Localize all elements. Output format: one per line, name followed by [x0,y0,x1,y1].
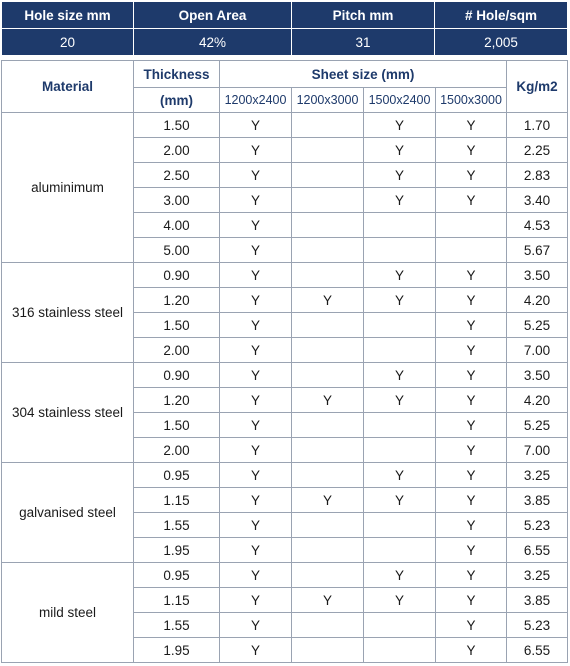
material-cell: 304 stainless steel [2,363,134,463]
weight-cell: 5.67 [507,238,568,263]
thickness-cell: 0.95 [134,563,220,588]
sheet-size-1200x2400: 1200x2400 [220,88,292,113]
thickness-cell: 1.15 [134,488,220,513]
weight-cell: 6.55 [507,638,568,663]
availability-cell: Y [436,163,507,188]
weight-cell: 3.25 [507,463,568,488]
availability-cell: Y [220,338,292,363]
availability-cell: Y [436,288,507,313]
availability-cell: Y [436,363,507,388]
thickness-cell: 1.95 [134,638,220,663]
thickness-cell: 2.00 [134,138,220,163]
weight-cell: 3.40 [507,188,568,213]
availability-cell: Y [220,163,292,188]
availability-cell [292,638,364,663]
weight-cell: 5.23 [507,613,568,638]
availability-cell: Y [436,463,507,488]
availability-cell: Y [220,288,292,313]
availability-cell: Y [220,188,292,213]
availability-cell: Y [436,138,507,163]
availability-cell: Y [364,463,436,488]
thickness-cell: 1.20 [134,288,220,313]
availability-cell: Y [436,513,507,538]
weight-cell: 5.25 [507,413,568,438]
thickness-cell: 0.90 [134,363,220,388]
summary-value-row [2,29,568,56]
weight-cell: 3.85 [507,588,568,613]
availability-cell: Y [220,563,292,588]
weight-cell: 3.25 [507,563,568,588]
availability-cell [364,313,436,338]
table-row [2,463,568,488]
availability-cell: Y [220,238,292,263]
availability-cell: Y [364,588,436,613]
thickness-cell: 5.00 [134,238,220,263]
availability-cell: Y [364,388,436,413]
material-cell: aluminimum [2,113,134,263]
availability-cell [292,538,364,563]
availability-cell: Y [436,438,507,463]
thickness-cell: 1.50 [134,113,220,138]
weight-cell: 5.25 [507,313,568,338]
weight-cell: 4.53 [507,213,568,238]
availability-cell [292,613,364,638]
open-area-value: 42% [134,29,292,56]
availability-cell: Y [220,113,292,138]
weight-cell: 4.20 [507,388,568,413]
availability-cell: Y [220,213,292,238]
sheet-size-header: Sheet size (mm) [220,61,507,88]
availability-cell: Y [292,288,364,313]
availability-cell: Y [436,263,507,288]
weight-cell: 7.00 [507,438,568,463]
sheet-size-1200x3000: 1200x3000 [292,88,364,113]
weight-cell: 3.85 [507,488,568,513]
availability-cell [292,113,364,138]
weight-cell: 1.70 [507,113,568,138]
availability-cell: Y [220,463,292,488]
thickness-cell: 2.50 [134,163,220,188]
availability-cell [364,513,436,538]
availability-cell: Y [436,188,507,213]
table-row [2,563,568,588]
availability-cell: Y [364,163,436,188]
availability-cell: Y [220,613,292,638]
thickness-cell: 1.55 [134,613,220,638]
availability-cell: Y [220,388,292,413]
availability-cell [292,338,364,363]
availability-cell [364,538,436,563]
availability-cell: Y [220,588,292,613]
spec-header-row [2,61,568,88]
thickness-cell: 1.15 [134,588,220,613]
availability-cell [364,338,436,363]
summary-header-row [2,2,568,29]
availability-cell [364,413,436,438]
availability-cell [292,263,364,288]
availability-cell: Y [220,638,292,663]
thickness-cell: 2.00 [134,338,220,363]
thickness-cell: 1.20 [134,388,220,413]
thickness-cell: 0.95 [134,463,220,488]
weight-cell: 5.23 [507,513,568,538]
availability-cell: Y [436,313,507,338]
availability-cell: Y [436,338,507,363]
material-cell: galvanised steel [2,463,134,563]
availability-cell [292,413,364,438]
holes-per-sqm-header: # Hole/sqm [435,2,568,29]
thickness-cell: 1.50 [134,413,220,438]
spec-table [1,60,568,663]
material-cell: mild steel [2,563,134,663]
table-row [2,363,568,388]
availability-cell [292,513,364,538]
hole-size-header: Hole size mm [2,2,134,29]
table-row [2,113,568,138]
holes-per-sqm-value: 2,005 [435,29,568,56]
availability-cell: Y [436,113,507,138]
availability-cell [292,363,364,388]
thickness-cell: 3.00 [134,188,220,213]
pitch-value: 31 [292,29,435,56]
thickness-cell: 1.55 [134,513,220,538]
availability-cell: Y [292,388,364,413]
availability-cell: Y [436,563,507,588]
table-row [2,263,568,288]
material-header: Material [2,61,134,113]
open-area-header: Open Area [134,2,292,29]
availability-cell [364,213,436,238]
availability-cell [292,238,364,263]
availability-cell: Y [220,538,292,563]
thickness-cell: 0.90 [134,263,220,288]
availability-cell: Y [364,138,436,163]
availability-cell [364,638,436,663]
availability-cell: Y [436,388,507,413]
availability-cell [436,213,507,238]
availability-cell: Y [436,488,507,513]
availability-cell: Y [364,363,436,388]
hole-size-value: 20 [2,29,134,56]
availability-cell: Y [220,363,292,388]
availability-cell: Y [436,613,507,638]
availability-cell [364,238,436,263]
weight-cell: 6.55 [507,538,568,563]
availability-cell: Y [364,488,436,513]
availability-cell [292,163,364,188]
weight-cell: 7.00 [507,338,568,363]
availability-cell: Y [220,138,292,163]
sheet-size-1500x3000: 1500x3000 [436,88,507,113]
thickness-cell: 1.95 [134,538,220,563]
availability-cell: Y [220,438,292,463]
pitch-header: Pitch mm [292,2,435,29]
availability-cell [364,438,436,463]
thickness-cell: 4.00 [134,213,220,238]
availability-cell [292,438,364,463]
summary-table [1,1,568,56]
availability-cell: Y [364,113,436,138]
availability-cell [292,313,364,338]
availability-cell [364,613,436,638]
spec-body [2,113,568,663]
sheet-size-1500x2400: 1500x2400 [364,88,436,113]
availability-cell [436,238,507,263]
availability-cell: Y [292,588,364,613]
weight-cell: 2.25 [507,138,568,163]
availability-cell: Y [436,538,507,563]
weight-cell: 4.20 [507,288,568,313]
availability-cell: Y [292,488,364,513]
weight-cell: 3.50 [507,363,568,388]
availability-cell [292,138,364,163]
weight-cell: 2.83 [507,163,568,188]
availability-cell: Y [364,188,436,213]
availability-cell [292,463,364,488]
availability-cell: Y [220,513,292,538]
availability-cell: Y [220,313,292,338]
availability-cell: Y [220,488,292,513]
availability-cell [292,213,364,238]
material-cell: 316 stainless steel [2,263,134,363]
availability-cell: Y [436,588,507,613]
availability-cell: Y [364,563,436,588]
availability-cell: Y [220,263,292,288]
weight-header: Kg/m2 [507,61,568,113]
availability-cell: Y [364,288,436,313]
availability-cell: Y [220,413,292,438]
thickness-cell: 2.00 [134,438,220,463]
availability-cell: Y [364,263,436,288]
weight-cell: 3.50 [507,263,568,288]
thickness-unit: (mm) [134,88,220,113]
availability-cell: Y [436,413,507,438]
thickness-header: Thickness [134,61,220,88]
availability-cell: Y [436,638,507,663]
thickness-cell: 1.50 [134,313,220,338]
availability-cell [292,188,364,213]
availability-cell [292,563,364,588]
